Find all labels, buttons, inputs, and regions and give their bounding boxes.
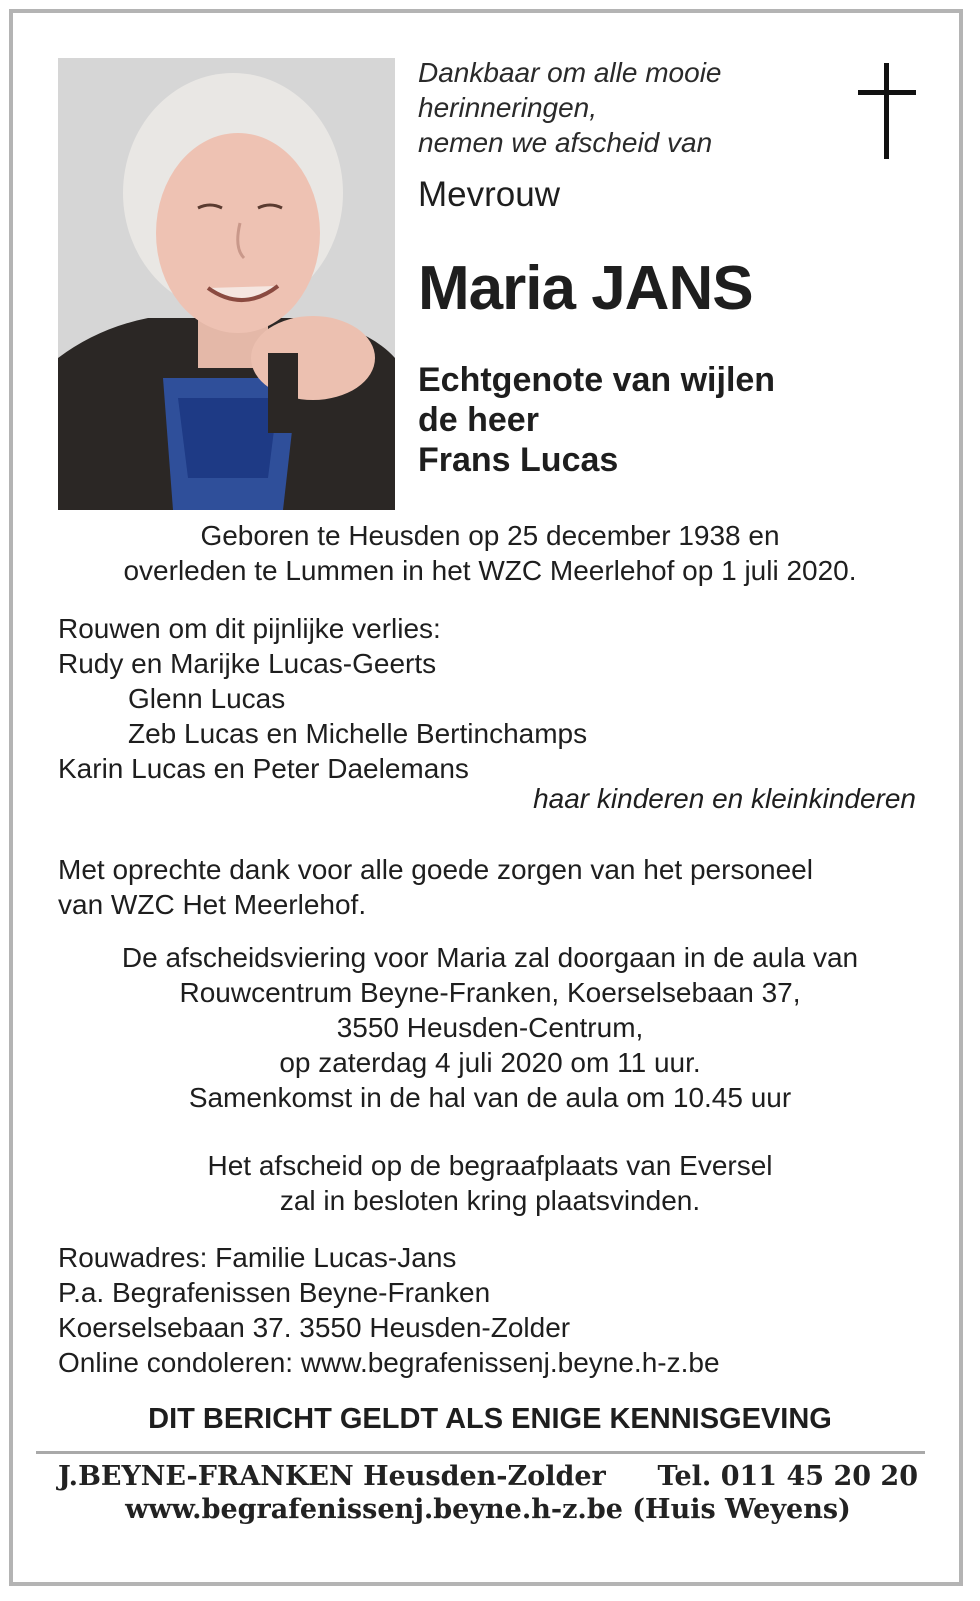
birth-line: Geboren te Heusden op 25 december 1938 en <box>200 520 780 551</box>
notice-text: DIT BERICHT GELDT ALS ENIGE KENNISGEVING <box>148 1403 832 1435</box>
thanks-text <box>58 852 813 922</box>
spouse-line: Frans Lucas <box>418 441 619 479</box>
ceremony-line: 3550 Heusden-Centrum, <box>336 1012 644 1043</box>
mourners-intro: Rouwen om dit pijnlijke verlies: <box>58 613 441 644</box>
mourners-list <box>58 611 587 786</box>
ceremony-line: Rouwcentrum Beyne-Franken, Koerselsebaan 37, <box>179 977 801 1008</box>
ceremony-info <box>40 940 940 1115</box>
divider <box>36 1451 925 1454</box>
spouse-info <box>418 360 775 480</box>
mourner-line: Zeb Lucas en Michelle Bertinchamps <box>128 718 588 749</box>
burial-line: zal in besloten kring plaatsvinden. <box>279 1185 701 1216</box>
footer <box>58 1460 918 1526</box>
thanks-line: van WZC Het Meerlehof. <box>58 889 367 920</box>
birth-death-info <box>40 518 940 588</box>
mourner-line: Karin Lucas en Peter Daelemans <box>58 753 469 784</box>
death-line: overleden te Lummen in het WZC Meerlehof op 1 juli 2020. <box>123 555 857 586</box>
intro-line: Dankbaar om alle mooie <box>418 57 722 88</box>
deceased-name: Maria JANS <box>418 254 753 323</box>
intro-line: herinneringen, <box>418 92 598 123</box>
intro-text <box>418 55 838 160</box>
mourners-caption: haar kinderen en kleinkinderen <box>533 783 916 814</box>
company-name: J.BEYNE-FRANKEN Heusden-Zolder <box>58 1461 606 1492</box>
burial-info <box>40 1148 940 1218</box>
cross-icon <box>858 63 916 159</box>
burial-line: Het afscheid op de begraafplaats van Eversel <box>207 1150 773 1181</box>
ceremony-line: op zaterdag 4 juli 2020 om 11 uur. <box>279 1047 701 1078</box>
address-line: Koerselsebaan 37. 3550 Heusden-Zolder <box>58 1312 571 1343</box>
condolence-link: Online condoleren: www.begrafenissenj.beyne.h-z.be <box>58 1347 720 1378</box>
ceremony-line: Samenkomst in de hal van de aula om 10.45 uur <box>188 1082 792 1113</box>
spouse-line: Echtgenote van wijlen <box>418 361 776 399</box>
portrait-photo <box>58 58 395 510</box>
company-website: www.begrafenissenj.beyne.h-z.be (Huis Weyens) <box>125 1494 851 1525</box>
spouse-line: de heer <box>418 401 539 439</box>
address-line: P.a. Begrafenissen Beyne-Franken <box>58 1277 491 1308</box>
ceremony-line: De afscheidsviering voor Maria zal doorgaan in de aula van <box>121 942 859 973</box>
intro-line: nemen we afscheid van <box>418 127 713 158</box>
address-block <box>58 1240 720 1380</box>
mourner-line: Glenn Lucas <box>128 683 286 714</box>
thanks-line: Met oprechte dank voor alle goede zorgen van het personeel <box>58 854 813 885</box>
salutation: Mevrouw <box>418 175 560 214</box>
mourner-line: Rudy en Marijke Lucas-Geerts <box>58 648 437 679</box>
address-line: Rouwadres: Familie Lucas-Jans <box>58 1242 457 1273</box>
company-phone: Tel. 011 45 20 20 <box>657 1461 918 1492</box>
